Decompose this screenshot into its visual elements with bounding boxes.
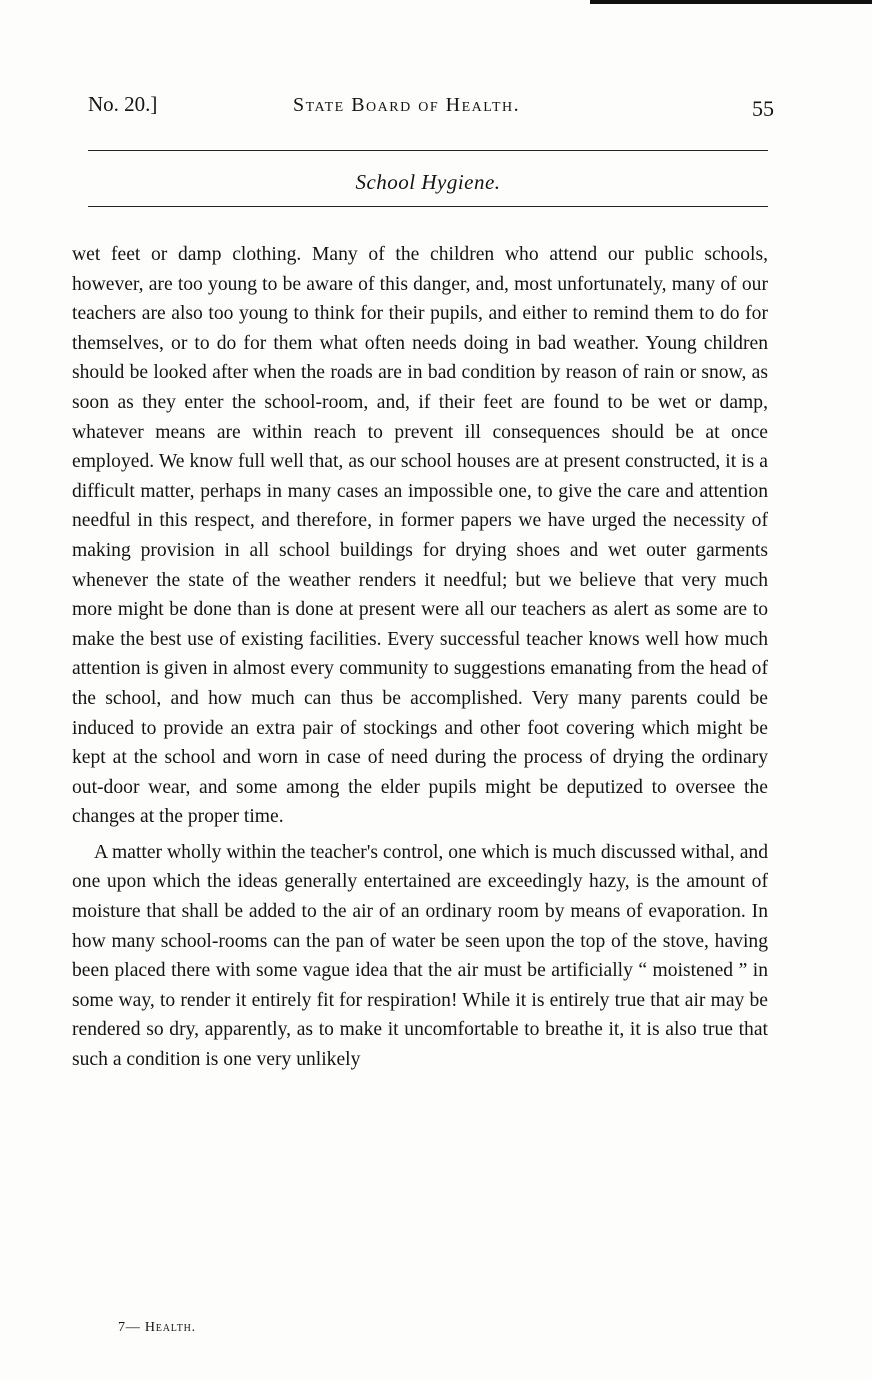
header-rule-top [88,150,768,151]
page-top-edge [590,0,872,4]
document-number: No. 20.] [88,92,158,116]
header-rule-bottom [88,206,768,207]
body-text [72,240,768,1075]
page-number: 55 [752,96,774,121]
paragraph-1: wet feet or damp clothing. Many of the children who attend our public schools, however, are too young to be aware of this danger, and, most unfortunately, many of our teachers are also too young to think for their pupils, and either to remind them to do for themselves, or to do for them what often needs doing in bad weather. Young children should be looked after when the roads are in bad condition by reason of rain or snow, as soon as they enter the school-room, and, if their feet are found to be wet or damp, whatever means are within reach to prevent ill consequences should be at once employed. We know full well that, as our school houses are at present constructed, it is a difficult matter, perhaps in many cases an impossible one, to give the care and attention needful in this respect, and therefore, in former papers we have urged the necessity of making provision in all school buildings for drying shoes and wet outer garments whenever the state of the weather renders it needful; but we believe that very much more might be done than is done at present were all our teachers as alert as some are to make the best use of existing facilities. Every successful teacher knows well how much attention is given in almost every community to suggestions emanating from the head of the school, and how much can thus be accomplished. Very many parents could be induced to provide an extra pair of stockings and other foot covering which might be kept at the school and worn in case of need during the process of drying the ordinary out-door wear, and some among the elder pupils might be deputized to oversee the changes at the proper time. [72,244,768,828]
paragraph-2: A matter wholly within the teacher's control, one which is much discussed withal, and one upon which the ideas generally entertained are exceedingly hazy, is the amount of moisture that shall be added to the air of an ordinary room by means of evaporation. In how many school-rooms can the pan of water be seen upon the top of the stove, having been placed there with some vague idea that the air must be artificially “ moistened ” in some way, to render it entirely fit for respiration! While it is entirely true that air may be rendered so dry, apparently, as to make it uncomfortable to breathe it, it is also true that such a condition is one very unlikely [72,841,768,1071]
running-header [88,92,774,128]
signature-mark: 7— Health. [118,1320,196,1335]
section-title: School Hygiene. [355,170,501,194]
publication-title: State Board of Health. [293,94,521,116]
